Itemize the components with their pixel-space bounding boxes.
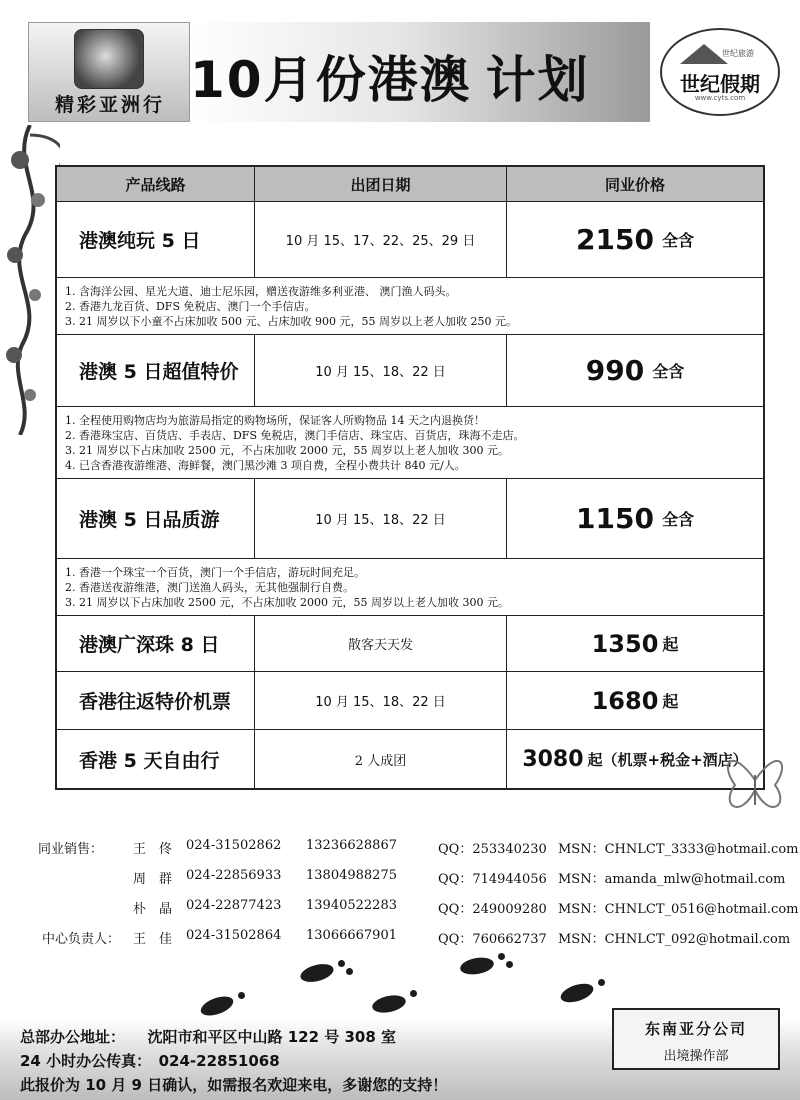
toe-icon <box>238 992 245 999</box>
toe-icon <box>338 960 345 967</box>
company-dept: 出境操作部 <box>663 1049 729 1064</box>
mountain-icon <box>680 44 728 64</box>
contact-msn: MSN：CHNLCT_092@hotmail.com <box>558 932 791 947</box>
footprint-icon <box>459 955 495 977</box>
office-address: 总部办公地址： 沈阳市和平区中山路 122 号 308 室 <box>20 1028 397 1046</box>
price-suffix: 全含 <box>661 231 694 250</box>
contact-name: 王 佳 <box>133 932 173 947</box>
butterfly-icon <box>720 735 790 825</box>
route-notes <box>57 278 763 335</box>
company-stamp <box>612 1008 780 1070</box>
price-suffix: 起（机票+税金+酒店） <box>587 750 748 769</box>
logo <box>28 22 190 122</box>
price-suffix: 全含 <box>652 362 685 381</box>
note-line: 3. 21 周岁以下占床加收 2500 元，不占床加收 2000 元，55 周岁以上老人加收 300 元。 <box>65 596 509 609</box>
brand-logo <box>660 28 780 116</box>
product-name: 港澳 5 日品质游 <box>57 479 255 558</box>
contact-qq: QQ：714944056 <box>438 872 547 887</box>
title-emph: 计划 <box>485 51 590 109</box>
contact-row <box>0 863 800 893</box>
product-name: 港澳纯玩 5 日 <box>57 202 255 277</box>
price-notice: 此报价为 10 月 9 日确认，如需报名欢迎来电，多谢您的支持！ <box>20 1076 448 1094</box>
depart-date: 10 月 15、18、22 日 <box>255 335 507 406</box>
contact-phone: 024-22856933 <box>186 868 282 883</box>
note-line: 2. 香港九龙百货、DFS 免税店、澳门一个手信店。 <box>65 300 316 313</box>
contact-qq: QQ：253340230 <box>438 842 547 857</box>
brand-small: 世纪旅游 <box>722 49 754 58</box>
note-line: 4. 已含香港夜游维港、海鲜餐，澳门黑沙滩 3 项自费，全程小费共计 840 元/人。 <box>65 459 466 472</box>
price-value: 1350 <box>591 629 659 658</box>
contact-msn: MSN：CHNLCT_0516@hotmail.com <box>558 902 799 917</box>
depart-date: 10 月 15、18、22 日 <box>255 479 507 558</box>
table-row <box>57 479 763 559</box>
footprint-icon <box>198 993 235 1020</box>
contact-mobile: 13940522283 <box>306 898 397 913</box>
contact-mobile: 13236628867 <box>306 838 397 853</box>
price-value: 1150 <box>576 502 654 535</box>
price-value: 1680 <box>591 686 659 715</box>
price-suffix: 起 <box>662 692 679 711</box>
page-title <box>190 40 590 112</box>
table-row <box>57 616 763 672</box>
contact-qq: QQ：249009280 <box>438 902 547 917</box>
contact-row <box>0 893 800 923</box>
footprint-icon <box>371 993 408 1016</box>
logo-text: 精彩亚洲行 <box>54 94 165 116</box>
contact-phone: 024-22877423 <box>186 898 282 913</box>
product-name: 港澳 5 日超值特价 <box>57 335 255 406</box>
note-line: 1. 香港一个珠宝一个百货，澳门一个手信店，游玩时间充足。 <box>65 566 365 579</box>
contact-mobile: 13804988275 <box>306 868 397 883</box>
header <box>0 0 800 135</box>
depart-date: 10 月 15、18、22 日 <box>255 672 507 729</box>
footprint-icon <box>299 961 336 985</box>
table-header <box>57 167 763 202</box>
table-row <box>57 672 763 730</box>
contact-row <box>0 923 800 953</box>
toe-icon <box>506 961 513 968</box>
contact-name: 周 群 <box>133 872 173 887</box>
depart-date: 10 月 15、17、22、25、29 日 <box>255 202 507 277</box>
product-name: 香港 5 天自由行 <box>57 730 255 788</box>
contact-qq: QQ：760662737 <box>438 932 547 947</box>
toe-icon <box>410 990 417 997</box>
toe-icon <box>598 979 605 986</box>
table-row <box>57 730 763 788</box>
route-notes <box>57 407 763 479</box>
note-line: 1. 全程使用购物店均为旅游局指定的购物场所，保证客人所购物品 14 天之内退换货！ <box>65 414 485 427</box>
depart-date: 散客天天发 <box>255 616 507 671</box>
depart-date: 2 人成团 <box>255 730 507 788</box>
floral-ornament-icon <box>0 125 60 435</box>
note-line: 2. 香港送夜游维港，澳门送渔人码头，无其他强制行自费。 <box>65 581 354 594</box>
price-cell <box>507 616 763 671</box>
product-name: 香港往返特价机票 <box>57 672 255 729</box>
footprint-icon <box>558 980 595 1006</box>
contact-role: 同业销售： <box>38 842 104 857</box>
price-suffix: 起 <box>662 635 679 654</box>
note-line: 3. 21 周岁以下小童不占床加收 500 元、占床加收 900 元，55 周岁以上老人加收 250 元。 <box>65 315 517 328</box>
logo-image <box>74 29 144 89</box>
price-cell <box>507 479 763 558</box>
header-date: 出团日期 <box>255 167 507 201</box>
price-cell <box>507 202 763 277</box>
contact-role: 中心负责人： <box>42 932 121 947</box>
price-value: 990 <box>585 354 645 387</box>
brand-url: www.cyts.com <box>694 94 746 102</box>
contact-msn: MSN：amanda_mlw@hotmail.com <box>558 872 786 887</box>
header-product: 产品线路 <box>57 167 255 201</box>
price-cell <box>507 335 763 406</box>
title-main: 10月份港澳 <box>190 51 472 109</box>
price-value: 2150 <box>576 223 654 256</box>
note-line: 3. 21 周岁以下占床加收 2500 元，不占床加收 2000 元，55 周岁以上老人加收 300 元。 <box>65 444 509 457</box>
header-price: 同业价格 <box>604 175 665 194</box>
company-name: 东南亚分公司 <box>644 1020 747 1038</box>
contact-list <box>0 833 800 953</box>
price-suffix: 全含 <box>661 510 694 529</box>
price-value: 3080 <box>522 746 584 772</box>
contact-name: 朴 晶 <box>133 902 173 917</box>
route-notes <box>57 559 763 616</box>
toe-icon <box>498 953 505 960</box>
product-name: 港澳广深珠 8 日 <box>57 616 255 671</box>
contact-name: 王 佟 <box>133 842 173 857</box>
table-row <box>57 202 763 278</box>
title-bar <box>190 22 650 122</box>
note-line: 2. 香港珠宝店、百货店、手表店、DFS 免税店，澳门手信店、珠宝店、百货店，珠海不走店。 <box>65 429 525 442</box>
contact-phone: 024-31502864 <box>186 928 282 943</box>
contact-msn: MSN：CHNLCT_3333@hotmail.com <box>558 842 799 857</box>
contact-mobile: 13066667901 <box>306 928 397 943</box>
price-table <box>55 165 765 790</box>
office-fax: 24 小时办公传真： 024-22851068 <box>20 1052 280 1070</box>
price-cell <box>507 672 763 729</box>
brand-name: 世纪假期 <box>680 72 760 96</box>
table-row <box>57 335 763 407</box>
contact-phone: 024-31502862 <box>186 838 282 853</box>
toe-icon <box>346 968 353 975</box>
note-line: 1. 含海洋公园、星光大道、迪士尼乐园，赠送夜游维多利亚港、 澳门渔人码头。 <box>65 285 457 298</box>
contact-row <box>0 833 800 863</box>
